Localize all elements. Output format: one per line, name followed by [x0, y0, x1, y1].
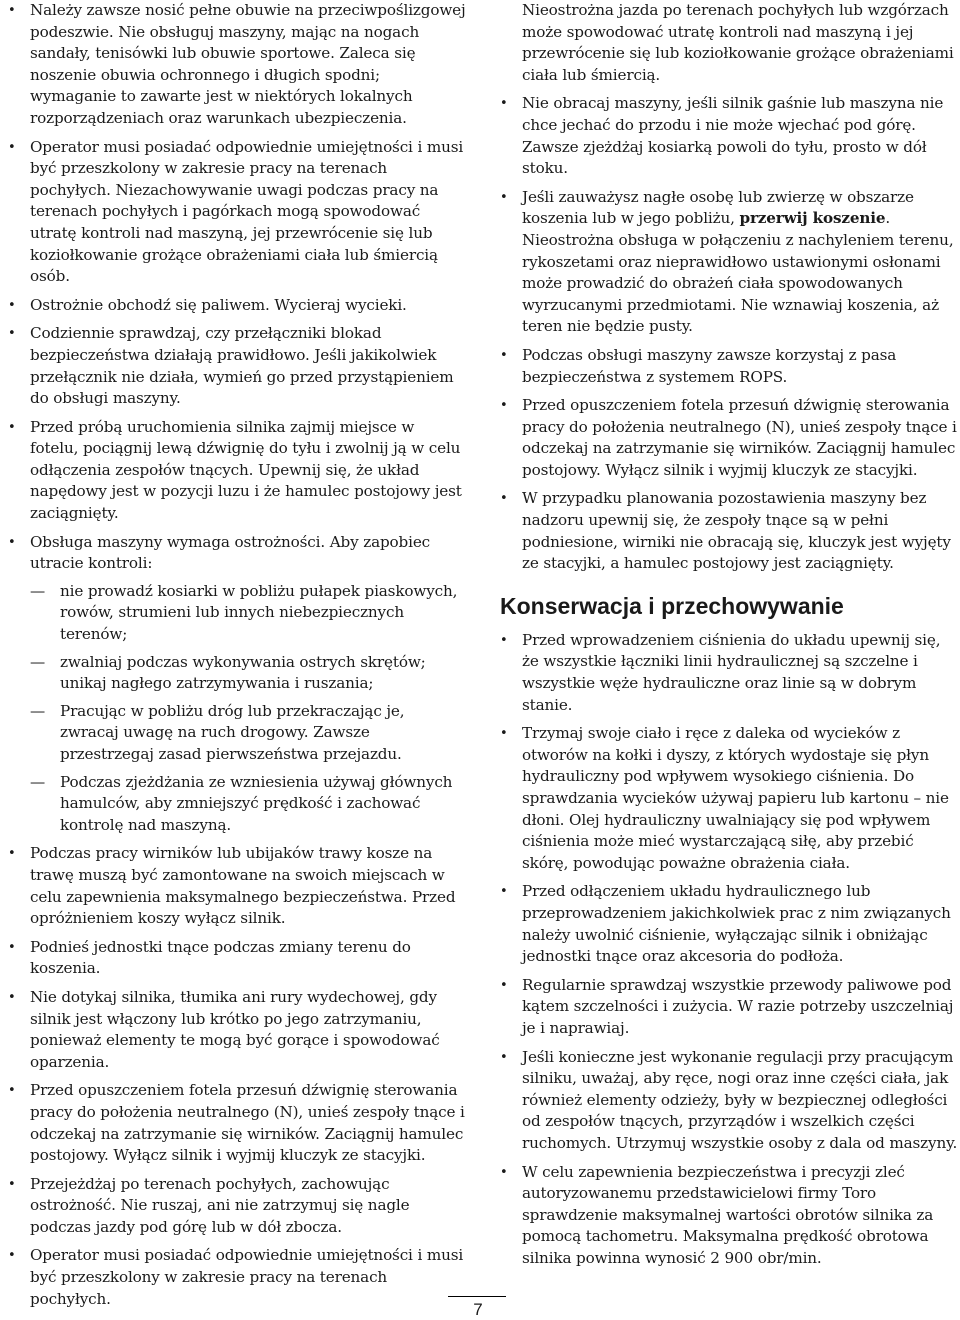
list-item: • Przed opuszczeniem fotela przesuń dźwignię sterowania pracy do położenia neutralnego (N), unieś zespoły tnące i odczekaj na zatrzymanie się wirników. Zaciągnij hamulec postojowy. Wyłącz silnik i wyjmij kluczyk ze stacyjki. [8, 1080, 466, 1166]
footer-rule [448, 1296, 506, 1297]
left-bullet-list [8, 0, 466, 1310]
list-item: • Przed wprowadzeniem ciśnienia do układu upewnij się, że wszystkie łączniki linii hydraulicznej są szczelne i wszystkie węże hydrauliczne oraz linie są w dobrym stanie. [500, 630, 958, 716]
list-item: • Operator musi posiadać odpowiednie umiejętności i musi być przeszkolony w zakresie pracy na terenach pochyłych. Niezachowywanie uwagi podczas pracy na terenach pochyłych i pagórkach mogą spowodować utratę kontroli nad maszyną, jej przewrócenie się lub koziołkowanie grożące obrażeniami ciała lub śmiercią osób. [8, 137, 466, 288]
list-item: • Przed opuszczeniem fotela przesuń dźwignię sterowania pracy do położenia neutralnego (N), unieś zespoły tnące i odczekaj na zatrzymanie się wirników. Zaciągnij hamulec postojowy. Wyłącz silnik i wyjmij kluczyk ze stacyjki. [500, 395, 958, 481]
list-item: • Przed odłączeniem układu hydraulicznego lub przeprowadzeniem jakichkolwiek prac z nim związanych należy uwolnić ciśnienie, wyłączając silnik i obniżając jednostki tnące oraz akcesoria do podłoża. [500, 881, 958, 967]
list-item: • W celu zapewnienia bezpieczeństwa i precyzji zleć autoryzowanemu przedstawicielowi firmy Toro sprawdzenie maksymalnej wartości obrotów silnika za pomocą tachometru. Maksymalna prędkość obrotowa silnika powinna wynosić 2 900 obr/min. [500, 1162, 958, 1270]
list-item: • Nie dotykaj silnika, tłumika ani rury wydechowej, gdy silnik jest włączony lub krótko po jego zatrzymaniu, ponieważ elementy te mogą być gorące i spowodować oparzenia. [8, 987, 466, 1073]
list-item: • Podczas pracy wirników lub ubijaków trawy kosze na trawę muszą być zamontowane na swoich miejscach w celu zapewnienia maksymalnego bezpieczeństwa. Przed opróżnieniem koszy wyłącz silnik. [8, 843, 466, 929]
continued-paragraph: Nieostrożna jazda po terenach pochyłych lub wzgórzach może spowodować utratę kontroli nad maszyną i jej przewrócenie się lub koziołkowanie grożące obrażeniami ciała lub śmiercią. [522, 1, 954, 84]
list-item: • Należy zawsze nosić pełne obuwie na przeciwpoślizgowej podeszwie. Nie obsługuj maszyny, mając na nogach sandały, tenisówki lub obuwie sportowe. Zaleca się noszenie obuwia ochronnego i długich spodni; wymaganie to zawarte jest w niektórych lokalnych rozporządzeniach oraz warunkach ubezpieczenia. [8, 0, 466, 130]
list-item: • Codziennie sprawdzaj, czy przełączniki blokad bezpieczeństwa działają prawidłowo. Jeśli jakikolwiek przełącznik nie działa, wymień go przed przystąpieniem do obsługi maszyny. [8, 323, 466, 409]
list-item: • Przed próbą uruchomienia silnika zajmij miejsce w fotelu, pociągnij lewą dźwignię do tyłu i zwolnij ją w celu odłączenia zespołów tnących. Upewnij się, że układ napędowy jest w pozycji luzu i że hamulec postojowy jest zaciągnięty. [8, 417, 466, 525]
list-item: • Operator musi posiadać odpowiednie umiejętności i musi być przeszkolony w zakresie pracy na terenach pochyłych. [8, 1245, 466, 1310]
left-column [8, 0, 466, 1317]
sub-list-item: — nie prowadź kosiarki w pobliżu pułapek piaskowych, rowów, strumieni lub innych niebezpiecznych terenów; [30, 581, 466, 646]
maintenance-bullet-list [500, 630, 958, 1270]
sub-list-item: — zwalniaj podczas wykonywania ostrych skrętów; unikaj nagłego zatrzymywania i ruszania; [30, 652, 466, 695]
right-column [500, 0, 958, 1276]
right-bullet-list [500, 0, 958, 575]
sub-list [30, 581, 466, 837]
sub-list-item: — Podczas zjeżdżania ze wzniesienia używaj głównych hamulców, aby zmniejszyć prędkość i zachować kontrolę nad maszyną. [30, 772, 466, 837]
sub-list-item: — Pracując w pobliżu dróg lub przekraczając je, zwracaj uwagę na ruch drogowy. Zawsze przestrzegaj zasad pierwszeństwa przejazdu. [30, 701, 466, 766]
list-item: • Jeśli konieczne jest wykonanie regulacji przy pracującym silniku, uważaj, aby ręce, nogi oraz inne części ciała, jak również elementy odzieży, były w bezpiecznej odległości od zespołów tnących, przyrządów i wszelkich części ruchomych. Utrzymuj wszystkie osoby z dala od maszyny. [500, 1047, 958, 1155]
list-item: • Trzymaj swoje ciało i ręce z daleka od wycieków z otworów na kołki i dyszy, z których wydostaje się płyn hydrauliczny pod wpływem wysokiego ciśnienia. Do sprawdzania wycieków używaj papieru lub kartonu – nie dłoni. Olej hydrauliczny uwalniający się pod wpływem ciśnienia może mieć wystarczającą siłę, aby przebić skórę, powodując poważne obrażenia ciała. [500, 723, 958, 874]
list-item: • Ostrożnie obchodź się paliwem. Wycieraj wycieki. [8, 295, 466, 317]
list-item: • Nie obracaj maszyny, jeśli silnik gaśnie lub maszyna nie chce jechać do przodu i nie może wjechać pod górę. Zawsze zjeżdżaj kosiarką powoli do tyłu, prosto w dół stoku. [500, 93, 958, 179]
emphasis-stop-mowing: przerwij koszenie [739, 209, 886, 228]
list-item: • Podczas obsługi maszyny zawsze korzystaj z pasa bezpieczeństwa z systemem ROPS. [500, 345, 958, 388]
list-item: • Przejeżdżaj po terenach pochyłych, zachowując ostrożność. Nie ruszaj, ani nie zatrzymuj się nagle podczas jazdy pod górę lub w dół zbocza. [8, 1174, 466, 1239]
list-item: • Podnieś jednostki tnące podczas zmiany terenu do koszenia. [8, 937, 466, 980]
list-item: • Obsługa maszyny wymaga ostrożności. Aby zapobiec utracie kontroli: — nie prowadź kosiarki w pobliżu pułapek piaskowych, rowów, strumieni lub innych niebezpiecznych terenów; — zwalniaj podczas wykonywania ostrych skrętów; unikaj nagłego zatrzymywania i ruszania; — Pracując w pobliżu dróg lub przekraczając je, zwracaj uwagę na ruch drogowy. Zawsze przestrzegaj zasad pierwszeństwa przejazdu. — Podczas zjeżdżania ze wzniesienia używaj głównych hamulców, aby zmniejszyć prędkość i zachować kontrolę nad maszyną. [8, 532, 466, 837]
page-number: 7 [473, 1300, 483, 1319]
list-item: • Jeśli zauważysz nagłe osobę lub zwierzę w obszarze koszenia lub w jego pobliżu, przerwij koszenie. Nieostrożna obsługa w połączeniu z nachyleniem terenu, rykoszetami oraz nieprawidłowo ustawionymi osłonami może prowadzić do obrażeń ciała spowodowanych wyrzucanymi przedmiotami. Nie wznawiaj koszenia, aż teren nie będzie pusty. [500, 187, 958, 338]
list-item: • Regularnie sprawdzaj wszystkie przewody paliwowe pod kątem szczelności i zużycia. W razie potrzeby uszczelniaj je i naprawiaj. [500, 975, 958, 1040]
section-title-maintenance: Konserwacja i przechowywanie [500, 592, 844, 619]
list-item: • W przypadku planowania pozostawienia maszyny bez nadzoru upewnij się, że zespoły tnące są w pełni podniesione, wirniki nie obracają się, kluczyk jest wyjęty ze stacyjki, a hamulec postojowy jest zaciągnięty. [500, 488, 958, 574]
